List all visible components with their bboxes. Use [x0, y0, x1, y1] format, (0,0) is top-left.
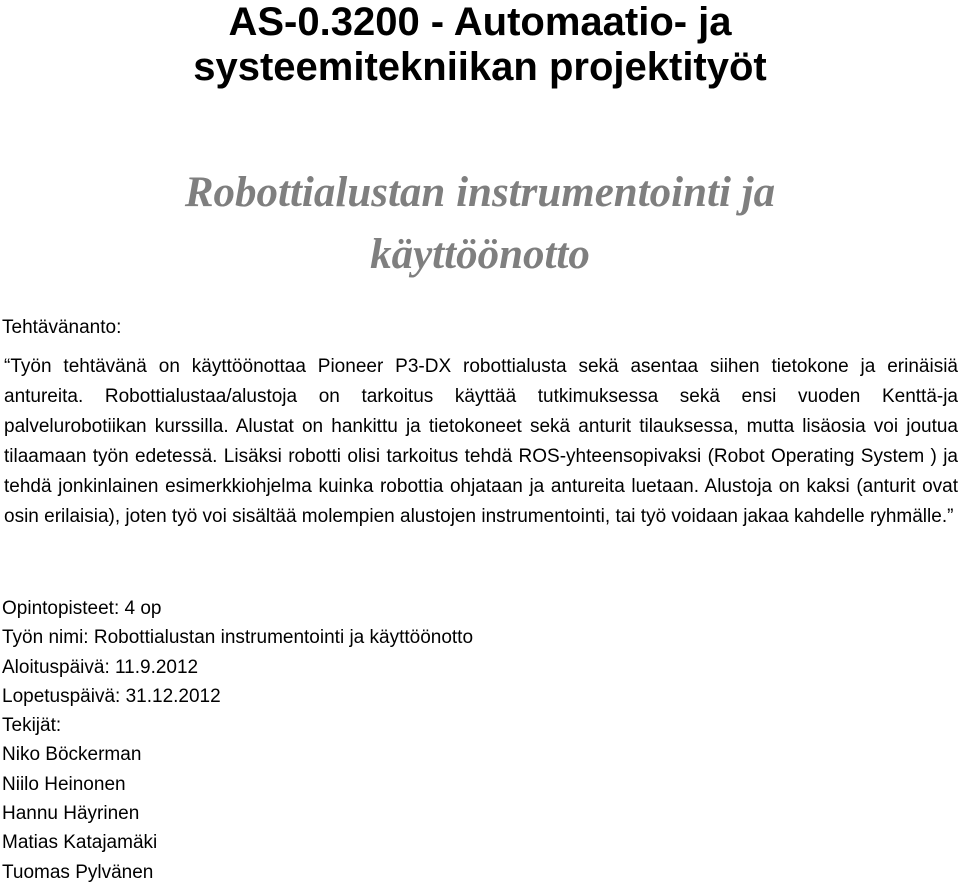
subtitle-line-2: käyttöönotto [370, 231, 590, 278]
author-name: Tuomas Pylvänen [2, 861, 154, 883]
start-date-text: Aloituspäivä: 11.9.2012 [2, 656, 199, 678]
author-name: Niko Böckerman [2, 744, 142, 766]
author-name: Niilo Heinonen [2, 773, 126, 795]
credits-text: Opintopisteet: 4 op [2, 598, 162, 619]
document-subtitle [0, 162, 960, 286]
assignment-label: Tehtävänanto: [2, 317, 122, 338]
title-line-1: AS-0.3200 - Automaatio- ja [228, 0, 732, 44]
end-date-text: Lopetuspäivä: 31.12.2012 [2, 685, 221, 707]
title-line-2: systeemitekniikan projektityöt [193, 45, 767, 89]
authors-label: Tekijät: [2, 715, 62, 737]
work-name-text: Työn nimi: Robottialustan instrumentointi ja käyttöönotto [2, 627, 474, 649]
project-details [2, 594, 473, 887]
author-name: Matias Katajamäki [2, 832, 158, 854]
document-title [0, 0, 960, 90]
author-name: Hannu Häyrinen [2, 803, 140, 825]
subtitle-line-1: Robottialustan instrumentointi ja [184, 169, 776, 216]
assignment-text: “Työn tehtävänä on käyttöönottaa Pioneer P3-DX robottialusta sekä asentaa siihen tietokone ja erinäisiä antureita. Robottialustaa/alustoja on tarkoitus käyttää tutkimuksessa sekä ensi vuoden Kenttä-ja palvelurobotiikan kurssilla. Alustat on hankittu ja tietokoneet sekä anturit tilauksessa, mutta lisäosia voi joutua tilaamaan työn edetessä. Lisäksi robotti olisi tarkoitus tehdä ROS-yhteensopivaksi (Robot Operating System ) ja tehdä jonkinlainen esimerkkiohjelma kuinka robottia ohjataan ja antureita luetaan. Alustoja on kaksi (anturit ovat osin erilaisia), joten työ voi sisältää molempien alustojen instrumentointi, tai työ voidaan jakaa kahdelle ryhmälle.” [4, 356, 958, 527]
